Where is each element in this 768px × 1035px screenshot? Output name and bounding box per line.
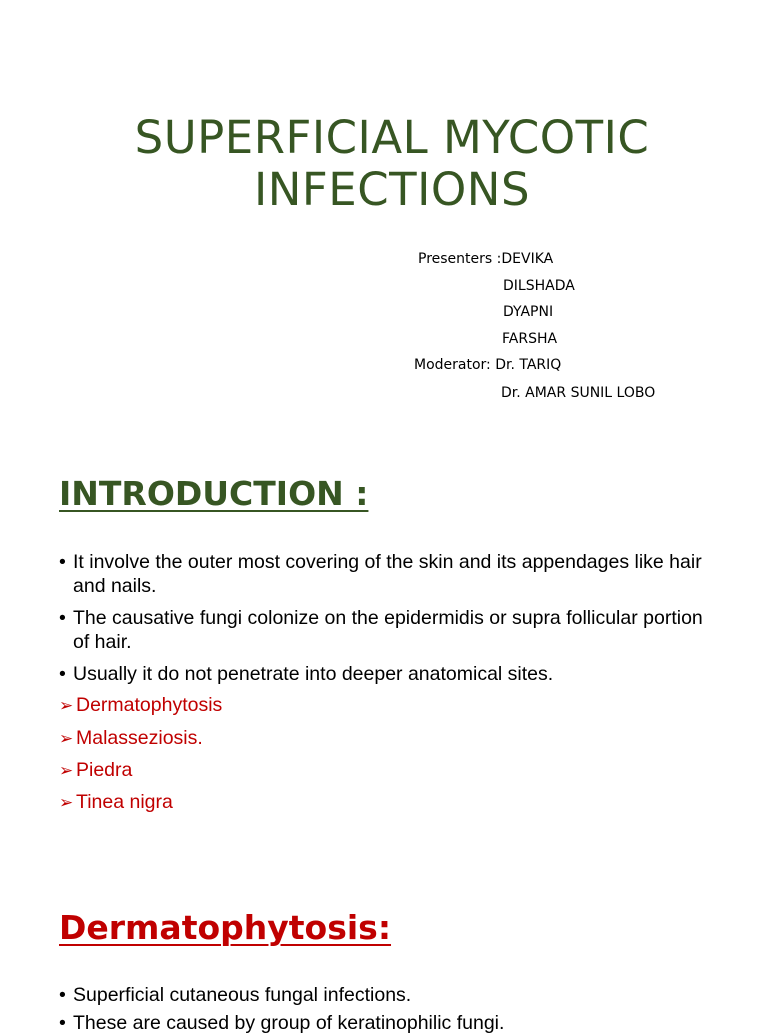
- moderator-label: Moderator:: [414, 357, 491, 373]
- type-label: Malasseziosis.: [76, 727, 203, 749]
- type-list-item: [59, 694, 222, 717]
- bullet-dot-icon: •: [59, 984, 66, 1006]
- presenter-name: FARSHA: [502, 331, 558, 347]
- type-list-item: [59, 727, 203, 750]
- presenter-name: DEVIKA: [501, 251, 554, 267]
- introduction-heading: INTRODUCTION :: [59, 474, 369, 513]
- arrow-bullet-icon: ➢: [59, 696, 74, 715]
- list-item: [59, 606, 719, 654]
- bullet-dot-icon: •: [59, 551, 66, 573]
- presenter-name: DYAPNI: [503, 304, 554, 320]
- bullet-text: Usually it do not penetrate into deeper anatomical sites.: [73, 663, 554, 685]
- type-list-item: [59, 759, 132, 782]
- bullet-dot-icon: •: [59, 607, 66, 629]
- moderators-row-1: [414, 357, 561, 373]
- dermatophytosis-bullet-list: [59, 983, 719, 1035]
- list-item: [59, 662, 719, 686]
- presenter-name: DILSHADA: [503, 278, 575, 294]
- slide-title: [0, 112, 768, 216]
- bullet-text: The causative fungi colonize on the epidermidis or supra follicular portion of hair.: [73, 607, 703, 653]
- type-list-item: [59, 791, 173, 814]
- presenters-row-1: [418, 251, 553, 267]
- moderator-name: Dr. TARIQ: [495, 357, 562, 373]
- bullet-text: Superficial cutaneous fungal infections.: [73, 984, 412, 1006]
- arrow-bullet-icon: ➢: [59, 761, 74, 780]
- type-label: Piedra: [76, 759, 133, 781]
- slide-title-line-1: SUPERFICIAL MYCOTIC: [134, 111, 650, 164]
- arrow-bullet-icon: ➢: [59, 729, 74, 748]
- list-item: [59, 550, 719, 598]
- introduction-bullet-list: [59, 550, 719, 686]
- bullet-text: These are caused by group of keratinophilic fungi.: [73, 1012, 505, 1034]
- type-label: Dermatophytosis: [76, 694, 223, 716]
- dermatophytosis-heading: Dermatophytosis:: [59, 908, 392, 947]
- bullet-dot-icon: •: [59, 663, 66, 685]
- presenters-label: Presenters :: [418, 251, 502, 267]
- bullet-dot-icon: •: [59, 1012, 66, 1034]
- list-item: [59, 983, 719, 1007]
- slide-title-line-2: INFECTIONS: [253, 163, 531, 216]
- list-item: [59, 1011, 719, 1035]
- bullet-text: It involve the outer most covering of the skin and its appendages like hair and nails.: [73, 551, 702, 597]
- moderator-name: Dr. AMAR SUNIL LOBO: [501, 385, 656, 401]
- type-label: Tinea nigra: [76, 791, 173, 813]
- arrow-bullet-icon: ➢: [59, 793, 74, 812]
